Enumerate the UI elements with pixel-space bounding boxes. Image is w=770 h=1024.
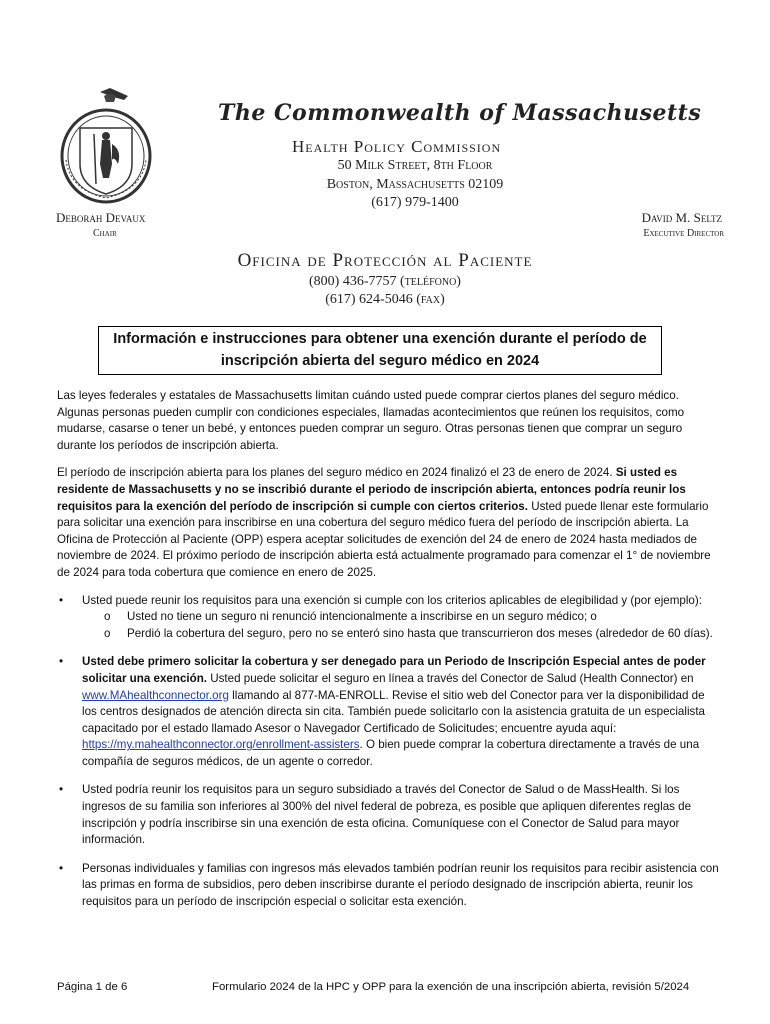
sub-item-1: o Usted no tiene un seguro ni renunció intencionalmente a inscribirse en un seguro médico; o (82, 609, 719, 626)
list-item: • Personas individuales y familias con ingresos más elevados también podrían reunir los requisitos para recibir asistencia con las primas en forma de subsidios, pero deben inscribirse durante el período designado de inscripción abierta, reunir los requisitos para un período de inscripción especial o solicitar esta exención. (57, 861, 719, 911)
title-line-1: Información e instrucciones para obtener una exención durante el período de (113, 331, 647, 347)
page-number: Página 1 de 6 (57, 981, 128, 993)
agency-phone: (617) 979-1400 (371, 195, 459, 210)
chair-name: Deborah Devaux (56, 210, 146, 225)
enrollment-paragraph (57, 465, 719, 581)
enrollment-text-b: Usted puede llenar este formulario para solicitar una exención para inscribirse en una cobertura del seguro médico fuera del período de inscripción abierta. La Oficina de Protección al Paciente (OPP) espera aceptar solicitudes de exención del 24 de enero de 2024 hasta mediados de noviembre de 2024. El próximo período de inscripción abierta está actualmente programado para comenzar el 1° de noviembre de 2024 para toda cobertura que comience en enero de 2025. (57, 499, 711, 579)
enrollment-text-bold: Si usted es residente de Massachusetts y no se inscribió durante el periodo de inscripción abierta, entonces podría reunir los requisitos para la exención del período de inscripción si cumple con ciertos criterios. (57, 466, 686, 513)
chair-title: Chair (93, 228, 117, 239)
office-phone: (800) 436-7757 (teléfono) (309, 274, 461, 289)
bullet-2-text-b: llamando al 877-MA-ENROLL. Revise el sitio web del Conector para ver la disponibilidad de los centros designados de atención directa sin cita. También puede solicitarlo con la asistencia gratuita de un especialista capacitado por el estado llamado Asesor o Navegador Certificado de Solicitudes; encuentre ayuda aquí: (82, 688, 705, 735)
form-revision: Formulario 2024 de la HPC y OPP para la exención de una inscripción abierta, revisión 5/2024 (212, 981, 690, 993)
agency-name: Health Policy Commission (292, 137, 502, 156)
enrollment-text-a: El período de inscripción abierta para los planes del seguro médico en 2024 finalizó el 23 de enero de 2024. (57, 466, 613, 480)
director-name: David M. Seltz (641, 210, 722, 225)
enrollment-assisters-link[interactable]: https://my.mahealthconnector.org/enrollment-assisters (82, 738, 360, 752)
document-body (57, 388, 719, 923)
list-item: • Usted podría reunir los requisitos para un seguro subsidiado a través del Conector de Salud o de MassHealth. Si los ingresos de su familia son inferiores al 300% del nivel federal de pobreza, es posible que apliquen diferentes reglas de inscripción y podría inscribirse sin una exención de esta oficina. Comuníquese con el Conector de Salud para mayor información. (57, 782, 719, 848)
sub-item-2: o Perdió la cobertura del seguro, pero no se enteró sino hasta que transcurrieron dos meses (alrededor de 60 días). (82, 626, 719, 643)
massachusetts-seal-icon (56, 84, 156, 206)
health-connector-link[interactable]: www.MAhealthconnector.org (82, 688, 229, 702)
bullet-1-text: Usted puede reunir los requisitos para una exención si cumple con los criterios aplicables de elegibilidad y (por ejemplo): (82, 593, 702, 607)
bullet-2-text-c: . O bien puede comprar la cobertura directamente a través de una compañía de seguros médicos, de un agente o corredor. (82, 738, 700, 768)
title-line-2: inscripción abierta del seguro médico en 2024 (220, 353, 540, 369)
list-item (57, 654, 719, 770)
city-address: Boston, Massachusetts 02109 (326, 177, 504, 192)
bullet-2-text-a: Usted puede solicitar el seguro en línea a través del Conector de Salud (Health Connector) en (210, 671, 694, 685)
commonwealth-heading: The Commonwealth of Massachusetts (218, 100, 702, 126)
street-address: 50 Milk Street, 8th Floor (337, 158, 493, 173)
document-title (98, 326, 662, 375)
director-title: Executive Director (643, 228, 724, 239)
bullet-2-bold: Usted debe primero solicitar la cobertura y ser denegado para un Periodo de Inscripción Especial antes de poder solicitar una exención. (82, 655, 706, 685)
sub-list (82, 609, 719, 642)
list-item (57, 593, 719, 643)
office-name: Oficina de Protección al Paciente (237, 250, 533, 271)
office-fax: (617) 624-5046 (fax) (325, 292, 445, 307)
requirements-list (57, 593, 719, 911)
intro-paragraph: Las leyes federales y estatales de Massachusetts limitan cuándo usted puede comprar ciertos planes del seguro médico. Algunas personas pueden cumplir con condiciones especiales, llamadas acontecimientos que reúnen los requisitos, como mudarse, casarse o tener un bebé, y entonces pueden comprar un seguro. Otras personas tienen que comprar un seguro durante los períodos de inscripción abierta. (57, 389, 685, 452)
